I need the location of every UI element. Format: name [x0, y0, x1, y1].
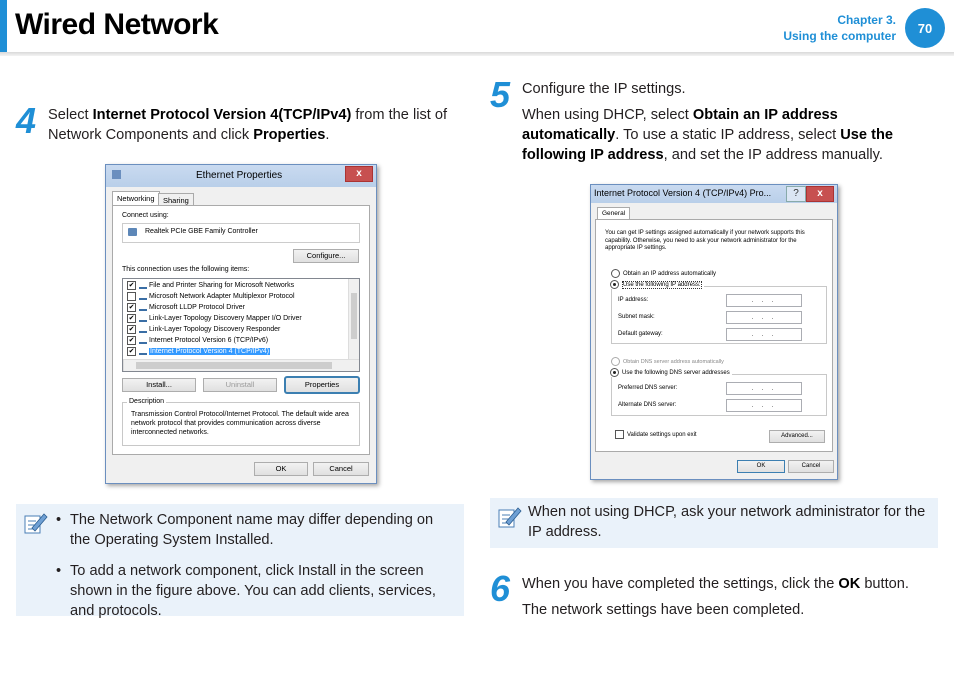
- radio-button[interactable]: [610, 280, 619, 289]
- list-item[interactable]: ✔ File and Printer Sharing for Microsoft Networks: [128, 281, 295, 289]
- component-icon: [139, 325, 147, 333]
- step-4-text: Select Internet Protocol Version 4(TCP/IPv4) from the list of Network Components and click Properties.: [48, 107, 448, 143]
- dialog-title: Ethernet Properties: [196, 170, 283, 181]
- static-ip-group: [611, 282, 827, 344]
- radio-button[interactable]: [611, 357, 620, 366]
- tab-networking[interactable]: Networking: [112, 191, 160, 205]
- uninstall-button[interactable]: Uninstall: [203, 378, 277, 392]
- step-5-text: When using DHCP, select Obtain an IP address automatically. To use a static IP address, select Use the following IP address, and set the IP address manually.: [522, 107, 893, 163]
- description-text: Transmission Control Protocol/Internet Protocol. The default wide area network protocol that provides communication across diverse interconnected networks.: [131, 411, 349, 436]
- radio-button[interactable]: [611, 269, 620, 278]
- component-icon: [139, 336, 147, 344]
- subnet-mask-input[interactable]: . . .: [726, 311, 802, 324]
- ipv4-properties-dialog: [590, 184, 838, 480]
- step-number-5: 5: [490, 74, 511, 115]
- help-button[interactable]: ?: [786, 186, 806, 202]
- list-item[interactable]: ✔ Link-Layer Topology Discovery Responder: [128, 325, 281, 333]
- use-following-ip-option[interactable]: Use the following IP address:: [610, 280, 704, 289]
- note-box-right: [490, 498, 938, 548]
- components-list[interactable]: [122, 278, 360, 372]
- network-adapter-icon: [112, 170, 121, 179]
- scrollbar-thumb[interactable]: [351, 293, 357, 339]
- list-item: • The Network Component name may differ depending on the Operating System Installed.: [56, 510, 448, 550]
- ip-address-input[interactable]: . . .: [726, 294, 802, 307]
- page-title: Wired Network: [15, 8, 219, 41]
- chapter-title: Using the computer: [783, 29, 896, 43]
- intro-text: You can get IP settings assigned automatically if your network supports this capability. Otherwise, you need to ask your network administrator for the appropriate IP settings.: [605, 230, 805, 251]
- description-label: Description: [129, 398, 165, 405]
- checkbox[interactable]: ✔: [128, 303, 135, 311]
- checkbox[interactable]: [615, 430, 624, 439]
- tab-sharing[interactable]: Sharing: [158, 193, 194, 207]
- advanced-button[interactable]: Advanced...: [769, 430, 825, 443]
- list-item[interactable]: ✔ Microsoft LLDP Protocol Driver: [128, 303, 245, 311]
- alternate-dns-label: Alternate DNS server:: [618, 402, 677, 408]
- component-icon: [139, 347, 147, 355]
- subnet-mask-label: Subnet mask:: [618, 314, 655, 320]
- ok-button[interactable]: OK: [254, 462, 308, 476]
- step-6-result: The network settings have been completed.: [522, 602, 805, 618]
- checkbox[interactable]: ✔: [128, 281, 135, 289]
- adapter-name: Realtek PCIe GBE Family Controller: [145, 228, 258, 235]
- list-item: • To add a network component, click Install in the screen shown in the figure above. You can add clients, services, and protocols.: [56, 561, 448, 621]
- horizontal-scrollbar[interactable]: [123, 359, 360, 371]
- properties-button[interactable]: Properties: [284, 376, 360, 394]
- dns-group: [611, 370, 827, 416]
- step-5-intro: Configure the IP settings.: [522, 81, 686, 97]
- list-item[interactable]: ✔ Link-Layer Topology Discovery Mapper I/O Driver: [128, 314, 302, 322]
- list-item-selected[interactable]: ✔ Internet Protocol Version 4 (TCP/IPv4): [128, 347, 270, 355]
- cancel-button[interactable]: Cancel: [313, 462, 369, 476]
- default-gateway-input[interactable]: . . .: [726, 328, 802, 341]
- component-icon: [139, 314, 147, 322]
- connect-using-label: Connect using:: [122, 212, 169, 219]
- vertical-scrollbar[interactable]: [348, 279, 359, 359]
- checkbox[interactable]: ✔: [128, 336, 135, 344]
- note-bullet-list: [56, 510, 448, 632]
- ok-button[interactable]: OK: [737, 460, 785, 473]
- preferred-dns-label: Preferred DNS server:: [618, 385, 678, 391]
- cancel-button[interactable]: Cancel: [788, 460, 834, 473]
- validate-settings-option[interactable]: Validate settings upon exit: [615, 430, 697, 439]
- dialog-title: Internet Protocol Version 4 (TCP/IPv4) Pro...: [594, 188, 772, 198]
- component-icon: [139, 281, 147, 289]
- list-item[interactable]: Microsoft Network Adapter Multiplexor Protocol: [127, 291, 295, 302]
- note-text: When not using DHCP, ask your network administrator for the IP address.: [528, 504, 926, 540]
- header-accent-bar: [0, 0, 7, 52]
- install-button[interactable]: Install...: [122, 378, 196, 392]
- items-label: This connection uses the following items:: [122, 266, 250, 273]
- note-box-left: [16, 504, 464, 619]
- default-gateway-label: Default gateway:: [618, 331, 663, 337]
- note-pencil-icon: [496, 504, 522, 530]
- scrollbar-thumb[interactable]: [136, 362, 332, 369]
- obtain-dns-auto-option[interactable]: Obtain DNS server address automatically: [611, 357, 724, 366]
- list-item[interactable]: ✔ Internet Protocol Version 6 (TCP/IPv6): [128, 336, 269, 344]
- ip-address-label: IP address:: [618, 297, 649, 303]
- networking-panel: [112, 205, 370, 455]
- step-number-4: 4: [16, 100, 37, 141]
- checkbox[interactable]: [127, 292, 136, 301]
- preferred-dns-input[interactable]: . . .: [726, 382, 802, 395]
- checkbox[interactable]: ✔: [128, 314, 135, 322]
- description-group: [122, 398, 360, 446]
- dialog-titlebar: [591, 185, 837, 203]
- adapter-box: [122, 223, 360, 243]
- configure-button[interactable]: Configure...: [293, 249, 359, 263]
- general-panel: [595, 219, 833, 452]
- component-icon: [139, 292, 147, 300]
- tab-general[interactable]: General: [597, 207, 630, 219]
- radio-button[interactable]: [610, 368, 619, 377]
- dialog-titlebar: [106, 165, 376, 187]
- chapter-number: Chapter 3.: [837, 13, 896, 27]
- component-icon: [139, 303, 147, 311]
- ethernet-properties-dialog: [105, 164, 377, 484]
- header-divider: [0, 52, 954, 56]
- page-number-badge: 70: [905, 8, 945, 48]
- step-number-6: 6: [490, 568, 511, 609]
- step-6-text: When you have completed the settings, click the OK button.: [522, 576, 909, 592]
- use-following-dns-option[interactable]: Use the following DNS server addresses: [610, 368, 732, 377]
- alternate-dns-input[interactable]: . . .: [726, 399, 802, 412]
- note-pencil-icon: [22, 510, 48, 536]
- close-button[interactable]: x: [345, 166, 373, 182]
- adapter-icon: [128, 228, 137, 236]
- checkbox[interactable]: ✔: [128, 325, 135, 333]
- close-button[interactable]: x: [806, 186, 834, 202]
- checkbox[interactable]: ✔: [128, 347, 135, 355]
- obtain-ip-auto-option[interactable]: Obtain an IP address automatically: [611, 269, 716, 278]
- chapter-label: [783, 12, 896, 44]
